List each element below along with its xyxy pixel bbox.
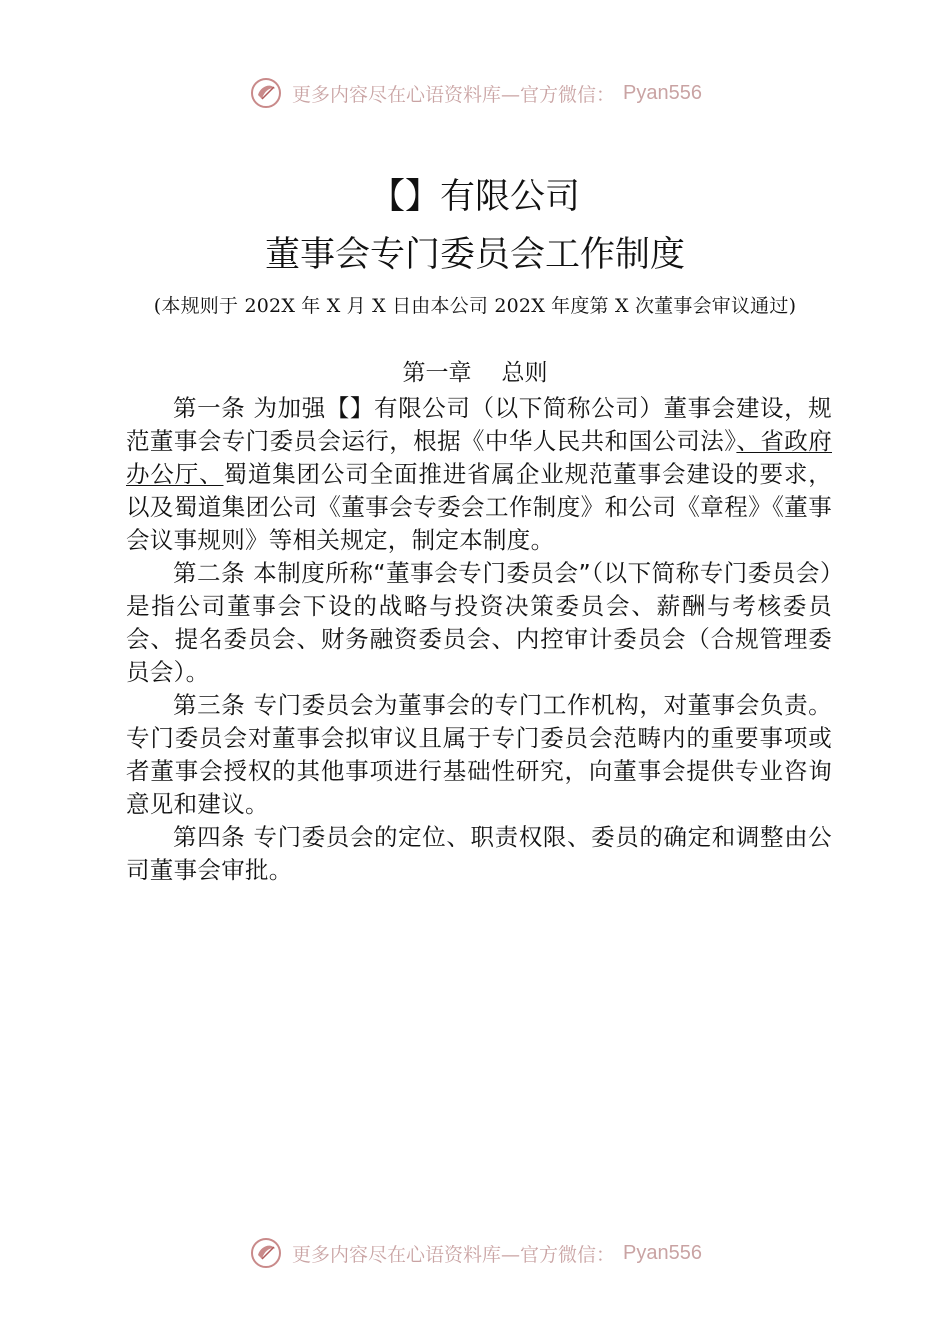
- article-text: 为加强【】有限公司（以下简称公司）董事会建设，规范董事会专门委员会运行，根据《中华人民共和国公司法》: [126, 394, 832, 455]
- watermark-id: Pyan556: [623, 81, 702, 104]
- chapter-name: 总则: [501, 360, 548, 386]
- approval-note: (本规则于 202X 年 X 月 X 日由本公司 202X 年度第 X 次董事会审议通过): [153, 295, 797, 317]
- watermark-id: Pyan556: [623, 1241, 702, 1264]
- article-label: 第三条: [173, 691, 246, 719]
- article-3: [126, 689, 832, 821]
- watermark-text: 更多内容尽在心语资料库—官方微信：: [292, 1243, 616, 1266]
- chapter-heading: [0, 356, 950, 390]
- article-label: 第二条: [173, 559, 246, 587]
- brand-logo-icon: [248, 1235, 284, 1271]
- article-text: 蜀道集团公司全面推进省属企业规范董事会建设的要求，以及蜀道集团公司《董事会专委会工作制度》和公司《章程》《董事会议事规则》等相关规定，制定本制度。: [126, 460, 833, 554]
- article-text-underlined: 、省政府办公厅、: [126, 427, 832, 488]
- article-1: [126, 392, 832, 557]
- chapter-number: 第一章: [402, 360, 472, 386]
- watermark-footer: [0, 1233, 950, 1273]
- article-label: 第一条: [173, 394, 246, 422]
- article-text: 本制度所称“董事会专门委员会”（以下简称专门委员会）是指公司董事会下设的战略与投资决策委员会、薪酬与考核委员会、提名委员会、财务融资委员会、内控审计委员会（合规管理委员会）。: [126, 559, 832, 686]
- article-text: 专门委员会为董事会的专门工作机构，对董事会负责。专门委员会对董事会拟审议且属于专门委员会范畴内的重要事项或者董事会授权的其他事项进行基础性研究，向董事会提供专业咨询意见和建议。: [126, 691, 832, 818]
- document-body: [126, 392, 832, 887]
- article-2: [126, 557, 832, 689]
- document-title: 董事会专门委员会工作制度: [264, 235, 685, 275]
- article-4: [126, 821, 832, 887]
- brand-logo-icon: [248, 75, 284, 111]
- company-title: 【】有限公司: [369, 177, 580, 217]
- document-title-block: [0, 168, 950, 326]
- watermark-text: 更多内容尽在心语资料库—官方微信：: [292, 83, 616, 106]
- watermark-header: [0, 73, 950, 113]
- article-label: 第四条: [173, 823, 246, 851]
- article-text: 专门委员会的定位、职责权限、委员的确定和调整由公司董事会审批。: [126, 823, 832, 884]
